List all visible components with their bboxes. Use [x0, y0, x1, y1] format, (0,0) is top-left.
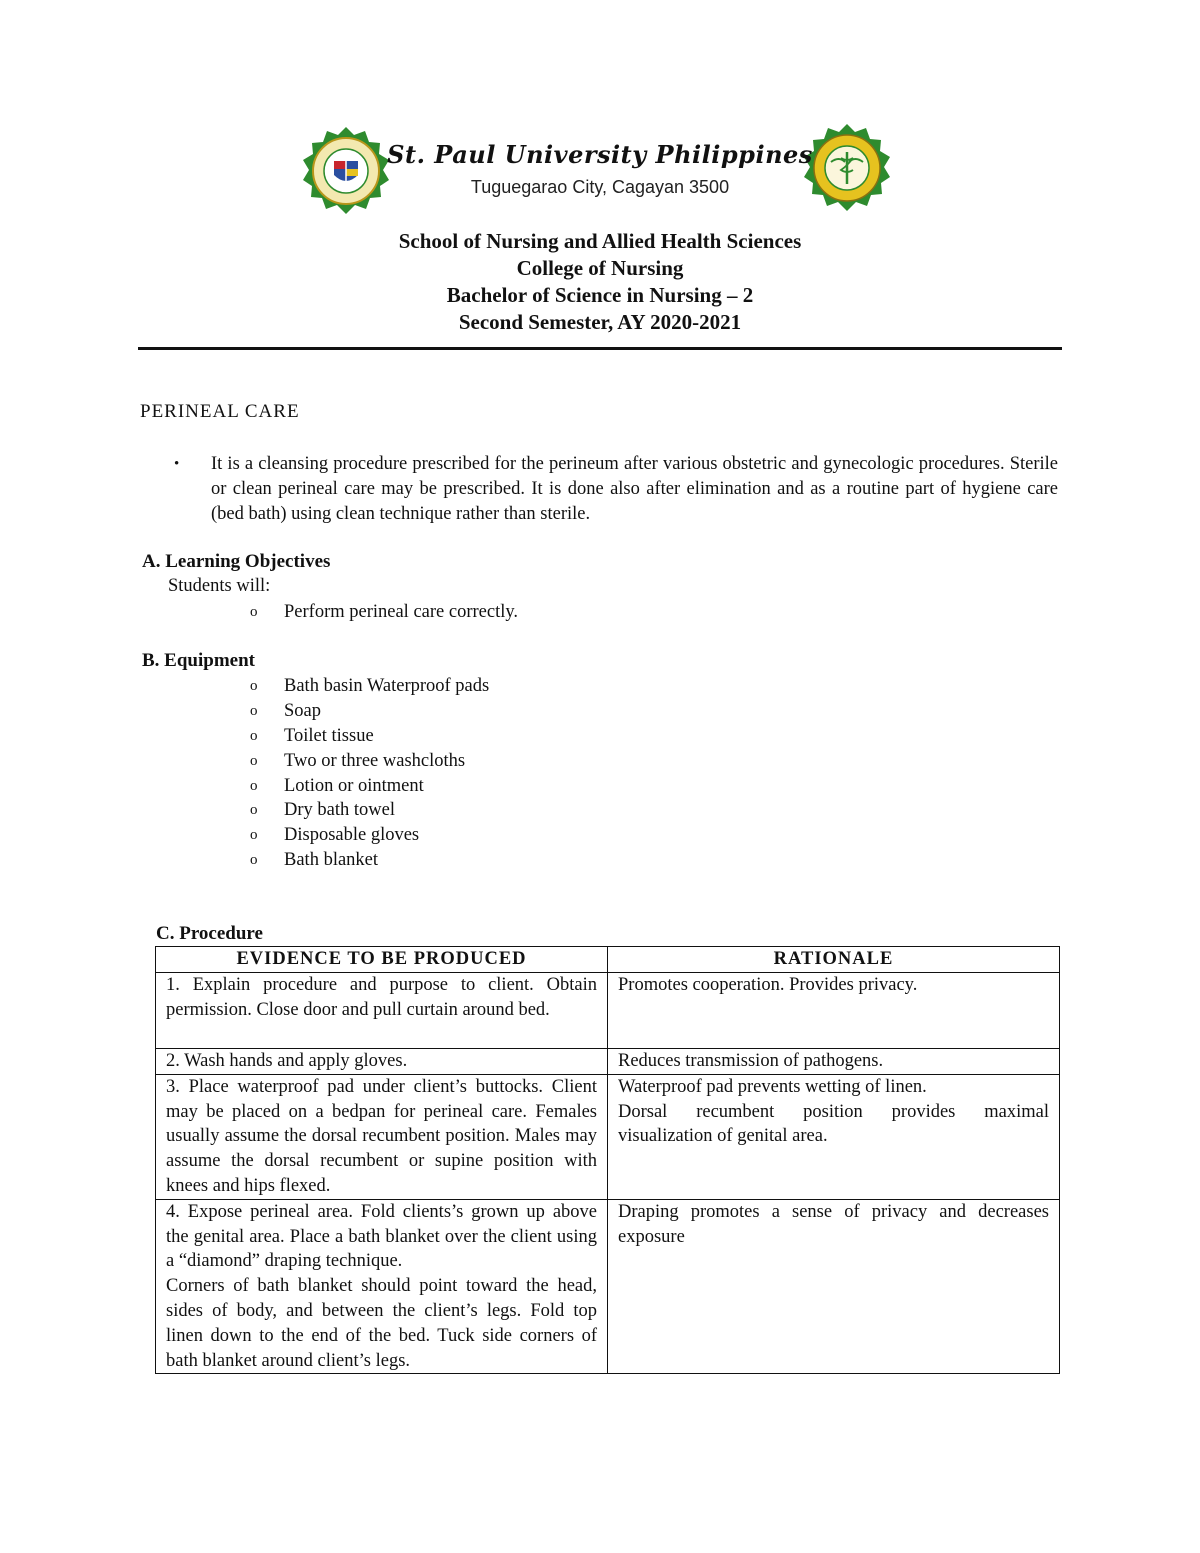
list-marker: o	[250, 604, 258, 620]
list-item: o Lotion or ointment	[250, 774, 489, 799]
objectives-lead: Students will:	[168, 576, 271, 596]
college-name: College of Nursing	[516, 256, 684, 280]
list-item: o Two or three washcloths	[250, 749, 489, 774]
procedure-heading: C. Procedure	[156, 923, 263, 944]
list-item: o Dry bath towel	[250, 798, 489, 823]
table-row	[156, 1049, 1060, 1075]
equipment-list	[250, 674, 489, 873]
list-item: o Perform perineal care correctly.	[250, 600, 518, 625]
university-seal-logo	[300, 125, 392, 217]
list-marker: o	[250, 702, 258, 719]
list-marker: o	[250, 727, 258, 744]
intro-paragraph	[174, 452, 1058, 527]
objectives-heading: A. Learning Objectives	[142, 551, 331, 572]
column-header-evidence: EVIDENCE TO BE PRODUCED	[156, 947, 608, 973]
list-marker: o	[250, 678, 258, 694]
evidence-cell: 4. Expose perineal area. Fold clients’s grown up above the genital area. Place a bath blanket over the client using a “diamond” draping technique. Corners of bath blanket should point toward the head, sides of body, and between the client’s legs. Fold top linen down to the end of the bed. Tuck side corners of bath blanket around client’s legs.	[156, 1199, 608, 1374]
list-marker: o	[250, 852, 258, 869]
table-header-row	[156, 947, 1060, 973]
university-name: St. Paul University Philippines	[387, 140, 813, 169]
table-row	[156, 1199, 1060, 1374]
rationale-cell: Draping promotes a sense of privacy and decreases exposure	[608, 1199, 1060, 1374]
section-title: PERINEAL CARE	[140, 401, 300, 422]
rationale-cell: Waterproof pad prevents wetting of linen. Dorsal recumbent position provides maximal visualization of genital area.	[608, 1074, 1060, 1199]
list-item: o Toilet tissue	[250, 724, 489, 749]
school-name: School of Nursing and Allied Health Sciences	[398, 229, 802, 253]
list-marker: o	[250, 827, 258, 844]
table-row	[156, 1074, 1060, 1199]
column-header-rationale: RATIONALE	[608, 947, 1060, 973]
list-marker: o	[250, 777, 258, 794]
objectives-list	[250, 600, 518, 625]
intro-text: It is a cleansing procedure prescribed for the perineum after various obstetric and gynecologic procedures. Sterile or clean perineal care may be prescribed. It is done also after elimination and as a routine part of hygiene care (bed bath) using clean technique rather than sterile.	[211, 454, 1058, 524]
university-city: Tuguegarao City, Cagayan 3500	[470, 177, 730, 197]
semester-line: Second Semester, AY 2020-2021	[458, 310, 742, 334]
program-name: Bachelor of Science in Nursing – 2	[446, 283, 754, 307]
list-item: o Bath blanket	[250, 848, 489, 873]
equipment-heading: B. Equipment	[142, 650, 255, 671]
list-item: o Bath basin Waterproof pads	[250, 674, 489, 699]
list-item: o Disposable gloves	[250, 823, 489, 848]
header-divider	[138, 347, 1062, 350]
list-item: o Soap	[250, 699, 489, 724]
evidence-cell: 1. Explain procedure and purpose to client. Obtain permission. Close door and pull curtain around bed.	[156, 973, 608, 1049]
table-row	[156, 973, 1060, 1049]
list-marker: o	[250, 802, 258, 819]
procedure-table	[155, 946, 1060, 1374]
list-marker: o	[250, 752, 258, 769]
rationale-cell: Reduces transmission of pathogens.	[608, 1049, 1060, 1075]
evidence-cell: 3. Place waterproof pad under client’s buttocks. Client may be placed on a bedpan for perineal care. Females usually assume the dorsal recumbent position. Males may assume the dorsal recumbent or supine position with knees and hips flexed.	[156, 1074, 608, 1199]
rationale-cell: Promotes cooperation. Provides privacy.	[608, 973, 1060, 1049]
bullet-marker: •	[174, 456, 180, 472]
evidence-cell: 2. Wash hands and apply gloves.	[156, 1049, 608, 1075]
